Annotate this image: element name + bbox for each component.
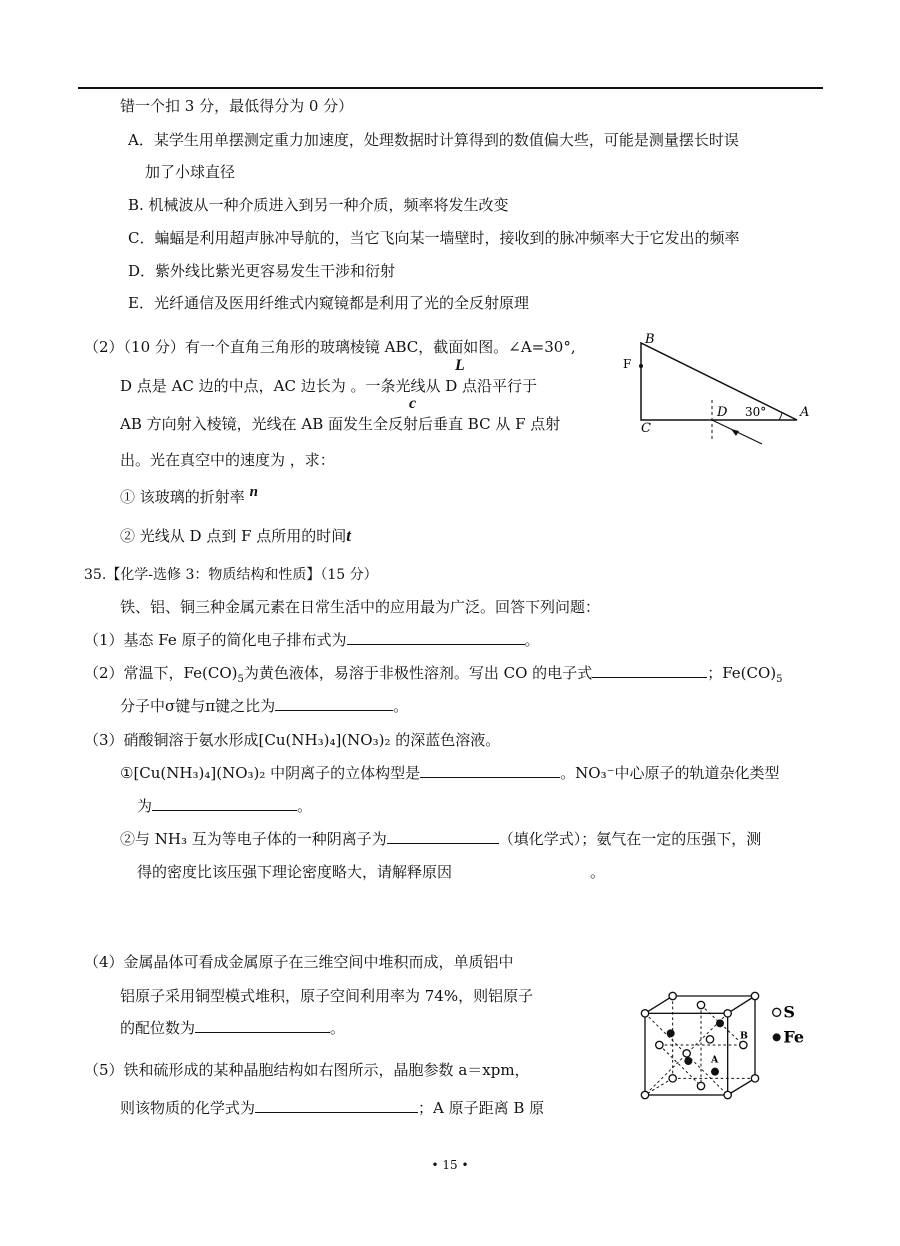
chem-q1: （1）基态 Fe 原子的简化电子排布式为 。 (84, 631, 540, 649)
answer-blank[interactable] (347, 630, 525, 645)
chem-q4-l3: 的配位数为 。 (120, 1019, 346, 1037)
chem-q3-p2-cont: 得的密度比该压强下理论密度略大，请解释原因 。 (137, 863, 606, 881)
label-f: F (623, 357, 632, 371)
page-number: • 15 • (431, 1158, 469, 1172)
answer-blank[interactable] (420, 763, 560, 778)
option-b: B. 机械波从一种介质进入到另一种介质，频率将发生改变 (128, 196, 509, 214)
chem-q3: （3）硝酸铜溶于氨水形成[Cu(NH₃)₄](NO₃)₂ 的深蓝色溶液。 (84, 731, 501, 749)
answer-blank[interactable] (275, 696, 393, 711)
chem-q3-p1-cont: 为 。 (137, 797, 313, 815)
header-rule (78, 87, 823, 89)
atom-label-b: B (740, 1030, 748, 1042)
label-b: B (645, 332, 655, 347)
chem-q5-l2: 则该物质的化学式为 ；A 原子距离 B 原 (120, 1099, 545, 1117)
q2-ask2: ② 光线从 D 点到 F 点所用的时间t (120, 526, 352, 545)
chem-q5-l1: （5）铁和硫形成的某种晶胞结构如右图所示，晶胞参数 a＝xpm， (84, 1061, 530, 1079)
symbol-L: L (455, 357, 465, 374)
option-d: D．紫外线比紫光更容易发生干涉和衍射 (128, 262, 396, 280)
chem-intro: 铁、铝、铜三种金属元素在日常生活中的应用最为广泛。回答下列问题： (120, 598, 601, 616)
q2-line2: D 点是 AC 边的中点，AC 边长为 。一条光线从 D 点沿平行于 (120, 377, 538, 395)
option-e: E．光纤通信及医用纤维式内窥镜都是利用了光的全反射原理 (128, 294, 529, 312)
option-a: A．某学生用单摆测定重力加速度，处理数据时计算得到的数值偏大些，可能是测量摆长时误 (128, 131, 739, 149)
chem-q3-p1: ①[Cu(NH₃)₄](NO₃)₂ 中阴离子的立体构型是 。NO₃⁻中心原子的轨道杂化类型 (120, 764, 780, 782)
option-c: C．蝙蝠是利用超声脉冲导航的，当它飞向某一墙壁时，接收到的脉冲频率大于它发出的频率 (128, 229, 740, 247)
intro-text: 错一个扣 3 分，最低得分为 0 分） (120, 97, 354, 115)
label-c: C (641, 421, 651, 436)
answer-blank[interactable] (592, 663, 707, 678)
chem-q4-l1: （4）金属晶体可看成金属原子在三维空间中堆积而成，单质铝中 (84, 953, 514, 971)
answer-blank[interactable] (152, 796, 297, 811)
q2-ask1: ① 该玻璃的折射率 n (120, 484, 258, 506)
label-angle: 30° (745, 405, 767, 419)
label-a: A (800, 405, 810, 420)
symbol-c: c (409, 395, 417, 412)
chem-q2: （2）常温下，$Fe(CO)_5$为黄色液体，易溶于非极性溶剂。写出 CO 的电子式 ；$Fe(CO)_5$ (84, 664, 783, 685)
label-d: D (717, 405, 728, 420)
answer-blank[interactable] (255, 1098, 418, 1113)
chem-q3-p2: ②与 NH₃ 互为等电子体的一种阴离子为 （填化学式）；氨气在一定的压强下，测 (120, 830, 762, 848)
option-a-cont: 加了小球直径 (145, 163, 236, 181)
legend-fe: Fe (783, 1027, 805, 1047)
atom-label-a: A (711, 1054, 719, 1066)
q2-line1: （2）（10 分）有一个直角三角形的玻璃棱镜 ABC，截面如图。∠A=30°, (84, 338, 576, 356)
legend-s: S (783, 1002, 795, 1022)
answer-blank[interactable] (387, 829, 499, 844)
chem-q4-l2: 铝原子采用铜型模式堆积，原子空间利用率为 74%，则铝原子 (120, 987, 534, 1005)
q2-line3: AB 方向射入棱镜，光线在 AB 面发生全反射后垂直 BC 从 F 点射 (120, 415, 561, 433)
answer-blank[interactable] (195, 1018, 330, 1033)
crystal-cell-figure (630, 980, 820, 1120)
chem-title: 35.【化学-选修 3：物质结构和性质】（15 分） (84, 567, 378, 583)
q2-line4: 出。光在真空中的速度为 ，求： (120, 451, 335, 469)
chem-q2-line2: 分子中σ键与π键之比为 。 (120, 697, 409, 715)
prism-figure (600, 325, 820, 455)
